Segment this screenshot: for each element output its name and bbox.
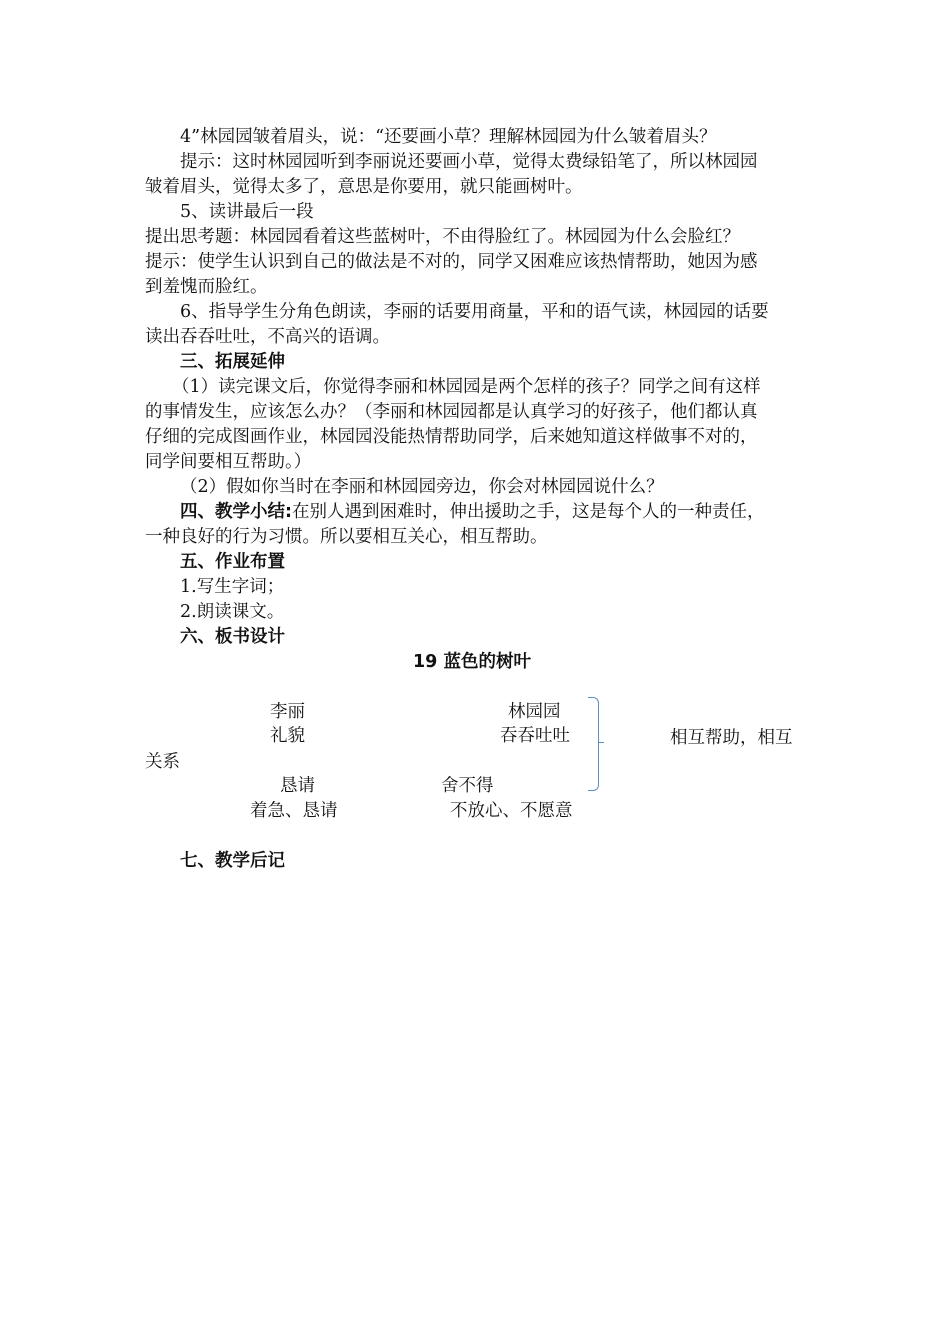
board-relation-line-1: 相互帮助，相互 <box>670 728 793 748</box>
step-5-heading: 5、读讲最后一段 <box>180 202 314 222</box>
board-left-trait: 礼貌 <box>270 726 305 746</box>
section-heading-reflection: 七、教学后记 <box>180 851 285 871</box>
summary-paragraph-line-1 <box>180 500 765 525</box>
board-bracket-tip <box>598 742 604 743</box>
board-relation-line-2: 关系 <box>145 752 180 772</box>
summary-text: 在别人遇到困难时，伸出援助之手，这是每个人的一种责任， <box>292 502 765 522</box>
board-right-action: 舍不得 <box>441 776 494 796</box>
section-heading-board-design: 六、板书设计 <box>180 627 285 647</box>
thinking-question: 提出思考题：林园园看着这些蓝树叶，不由得脸红了。林园园为什么会脸红？ <box>145 227 740 247</box>
extension-q1-line-3: 仔细的完成图画作业，林园园没能热情帮助同学，后来她知道这样做事不对的， <box>145 427 758 447</box>
homework-item-2: 2.朗读课文。 <box>180 602 285 622</box>
section-heading-summary: 四、教学小结: <box>180 502 292 522</box>
board-left-action: 恳请 <box>280 776 315 796</box>
board-title: 19 蓝色的树叶 <box>413 652 531 672</box>
board-left-detail: 着急、恳请 <box>250 801 338 821</box>
board-right-trait: 吞吞吐吐 <box>500 726 570 746</box>
board-right-name: 林园园 <box>508 702 561 722</box>
section-heading-homework: 五、作业布置 <box>180 552 285 572</box>
paragraph-hint2-line-2: 到羞愧而脸红。 <box>145 277 268 297</box>
board-left-name: 李丽 <box>270 702 305 722</box>
extension-q1-line-2: 的事情发生，应该怎么办？（李丽和林园园都是认真学习的好孩子，他们都认真 <box>145 402 758 422</box>
step-6-line-2: 读出吞吞吐吐，不高兴的语调。 <box>145 327 390 347</box>
paragraph-hint-line-2: 皱着眉头，觉得太多了，意思是你要用，就只能画树叶。 <box>145 177 583 197</box>
section-heading-extension: 三、拓展延伸 <box>180 352 285 372</box>
summary-paragraph-line-2: 一种良好的行为习惯。所以要相互关心，相互帮助。 <box>145 527 548 547</box>
board-right-detail: 不放心、不愿意 <box>450 801 573 821</box>
extension-q1-line-4: 同学间要相互帮助。） <box>145 452 312 472</box>
board-bracket <box>588 697 599 791</box>
extension-q2: （2）假如你当时在李丽和林园园旁边，你会对林园园说什么？ <box>180 477 664 497</box>
extension-q1-line-1: （1）读完课文后，你觉得李丽和林园园是两个怎样的孩子？同学之间有这样 <box>172 377 761 397</box>
paragraph-hint-line-1: 提示：这时林园园听到李丽说还要画小草，觉得太费绿铅笔了，所以林园园 <box>180 152 758 172</box>
paragraph-question-4: 4”林园园皱着眉头，说：“还要画小草？理解林园园为什么皱着眉头？ <box>180 127 717 147</box>
step-6-line-1: 6、指导学生分角色朗读，李丽的话要用商量，平和的语气读，林园园的话要 <box>180 302 769 322</box>
paragraph-hint2-line-1: 提示：使学生认识到自己的做法是不对的，同学又困难应该热情帮助，她因为感 <box>145 252 758 272</box>
homework-item-1: 1.写生字词； <box>180 577 285 597</box>
